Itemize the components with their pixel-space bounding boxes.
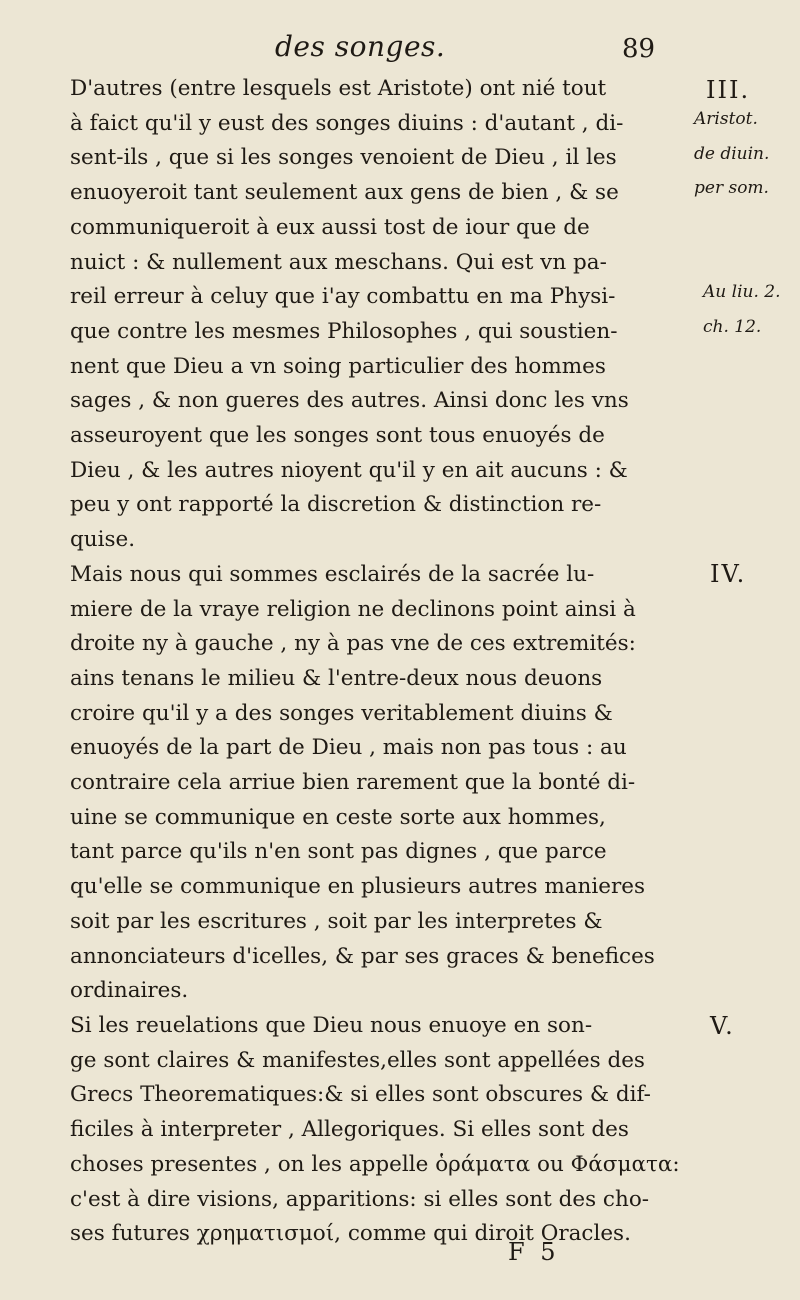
text-line: tant parce qu'ils n'en sont pas dignes , que parce <box>70 839 607 865</box>
section-number-5: V. <box>710 1012 735 1040</box>
text-line: enuoyeroit tant seulement aux gens de bien , & se <box>70 180 619 206</box>
body-text <box>42 72 680 1252</box>
margin-note-line: ch. 12. <box>703 316 762 337</box>
margin-note-line: Au liu. 2. <box>703 282 781 302</box>
text-line: sages , & non gueres des autres. Ainsi donc les vns <box>70 388 629 414</box>
text-line: annonciateurs d'icelles, & par ses graces & benefices <box>70 943 655 969</box>
text-line: Mais nous qui sommes esclairés de la sacrée lu- <box>70 561 595 587</box>
text-line: qu'elle se communique en plusieurs autres manieres <box>70 874 646 900</box>
text-line: Dieu , & les autres nioyent qu'il y en ait aucuns : & <box>70 457 628 483</box>
text-line: peu y ont rapporté la discretion & distinction re- <box>70 492 602 518</box>
running-header: des songes. <box>275 30 446 63</box>
text-line: reil erreur à celuy que i'ay combattu en ma Physi- <box>70 284 616 310</box>
text-line: que contre les mesmes Philosophes , qui soustien- <box>70 318 618 344</box>
text-line: communiqueroit à eux aussi tost de iour que de <box>70 214 590 240</box>
text-line: ordinaires. <box>70 978 189 1004</box>
text-line: droite ny à gauche , ny à pas vne de ces extremités: <box>70 631 636 657</box>
margin-note-line: per som. <box>694 178 769 199</box>
text-line: croire qu'il y a des songes veritablement diuins & <box>70 700 613 726</box>
text-line: D'autres (entre lesquels est Aristote) ont nié tout <box>70 76 607 101</box>
text-line: c'est à dire visions, apparitions: si elles sont des cho- <box>70 1186 650 1212</box>
text-line: enuoyés de la part de Dieu , mais non pas tous : au <box>70 735 627 761</box>
text-line: Si les reuelations que Dieu nous enuoye en son- <box>70 1012 593 1038</box>
section-number-4: IV. <box>710 560 747 588</box>
paragraph-1 <box>42 72 668 558</box>
paragraph-3 <box>42 1009 680 1252</box>
text-line: soit par les escritures , soit par les interpretes & <box>70 908 603 934</box>
section-number-3: III. <box>706 76 751 104</box>
text-line: quise. <box>70 527 136 553</box>
text-line: uine se communique en ceste sorte aux hommes, <box>70 804 606 830</box>
text-line: ge sont claires & manifestes,elles sont appellées des <box>70 1047 645 1073</box>
margin-note-reference <box>703 275 780 344</box>
text-line: choses presentes , on les appelle ὁράματα ou Φάσματα: <box>70 1151 680 1177</box>
text-line: asseuroyent que les songes sont tous enuoyés de <box>70 423 605 449</box>
page-number: 89 <box>622 34 656 64</box>
paragraph-2 <box>42 558 668 1009</box>
text-line: ses futures χρηματισμοί, comme qui diroit Oracles. <box>70 1221 631 1247</box>
text-line: nuict : & nullement aux meschans. Qui est vn pa- <box>70 249 607 275</box>
text-line: nent que Dieu a vn soing particulier des hommes <box>70 353 606 379</box>
margin-note-line: Aristot. <box>694 109 758 129</box>
text-line: miere de la vraye religion ne declinons point ainsi à <box>70 596 636 622</box>
text-line: à faict qu'il y eust des songes diuins : d'autant , di- <box>70 110 624 136</box>
text-line: ains tenans le milieu & l'entre-deux nous deuons <box>70 665 603 691</box>
signature-mark: F 5 <box>508 1238 560 1266</box>
margin-note-aristotle <box>694 102 769 206</box>
text-line: sent-ils , que si les songes venoient de Dieu , il les <box>70 145 617 171</box>
text-line: contraire cela arriue bien rarement que la bonté di- <box>70 770 636 796</box>
text-line: Grecs Theorematiques:& si elles sont obscures & dif- <box>70 1082 651 1108</box>
margin-note-line: de diuin. <box>694 143 770 164</box>
text-line: ficiles à interpreter , Allegoriques. Si elles sont des <box>70 1117 629 1143</box>
